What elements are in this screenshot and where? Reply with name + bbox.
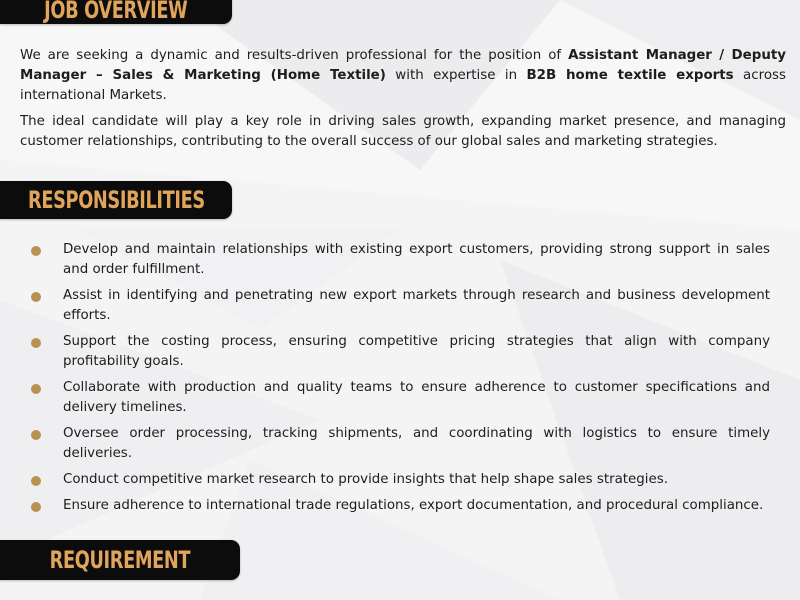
list-item [0, 378, 770, 418]
bullet-icon [31, 292, 41, 302]
requirement-heading: REQUIREMENT [49, 546, 191, 574]
list-item-text: Conduct competitive market research to provide insights that help shape sales strategies. [63, 472, 668, 487]
bullet-icon [31, 338, 41, 348]
p1-text-a: We are seeking a dynamic and results-driven professional for the position of [20, 48, 569, 63]
job-overview-paragraph-1 [20, 46, 786, 106]
list-item [0, 286, 770, 326]
bullet-icon [31, 502, 41, 512]
list-item-text: Assist in identifying and penetrating new export markets through research and business development efforts. [63, 288, 770, 323]
list-item-text: Oversee order processing, tracking shipments, and coordinating with logistics to ensure timely deliveries. [63, 426, 770, 461]
requirement-banner [0, 540, 240, 580]
p1-text-c: with expertise in [385, 68, 527, 83]
p1-position-title: Assistant Manager / Deputy Manager – Sales & Marketing (Home Textile) [20, 48, 786, 83]
list-item-text: Support the costing process, ensuring competitive pricing strategies that align with company profitability goals. [63, 334, 770, 369]
list-item-text: Ensure adherence to international trade regulations, export documentation, and procedural compliance. [63, 498, 764, 513]
p1-text-e: across international Markets. [20, 68, 786, 103]
list-item [0, 496, 770, 516]
list-item-text: Collaborate with production and quality teams to ensure adherence to customer specifications and delivery timelines. [63, 380, 770, 415]
bullet-icon [31, 430, 41, 440]
list-item [0, 470, 770, 490]
bullet-icon [31, 246, 41, 256]
bullet-icon [31, 476, 41, 486]
job-overview-heading: JOB OVERVIEW [44, 0, 188, 24]
responsibilities-list [0, 240, 800, 522]
list-item [0, 240, 770, 280]
p1-expertise: B2B home textile exports [526, 68, 734, 83]
job-overview-banner [0, 0, 232, 24]
list-item [0, 424, 770, 464]
bullet-icon [31, 384, 41, 394]
responsibilities-banner [0, 181, 232, 219]
list-item [0, 332, 770, 372]
list-item-text: Develop and maintain relationships with existing export customers, providing strong support in sales and order fulfillment. [63, 242, 770, 277]
job-overview-paragraph-2: The ideal candidate will play a key role in driving sales growth, expanding market presence, and managing customer relationships, contributing to the overall success of our global sales and marketing strategies. [20, 114, 786, 149]
responsibilities-heading: RESPONSIBILITIES [27, 186, 205, 214]
